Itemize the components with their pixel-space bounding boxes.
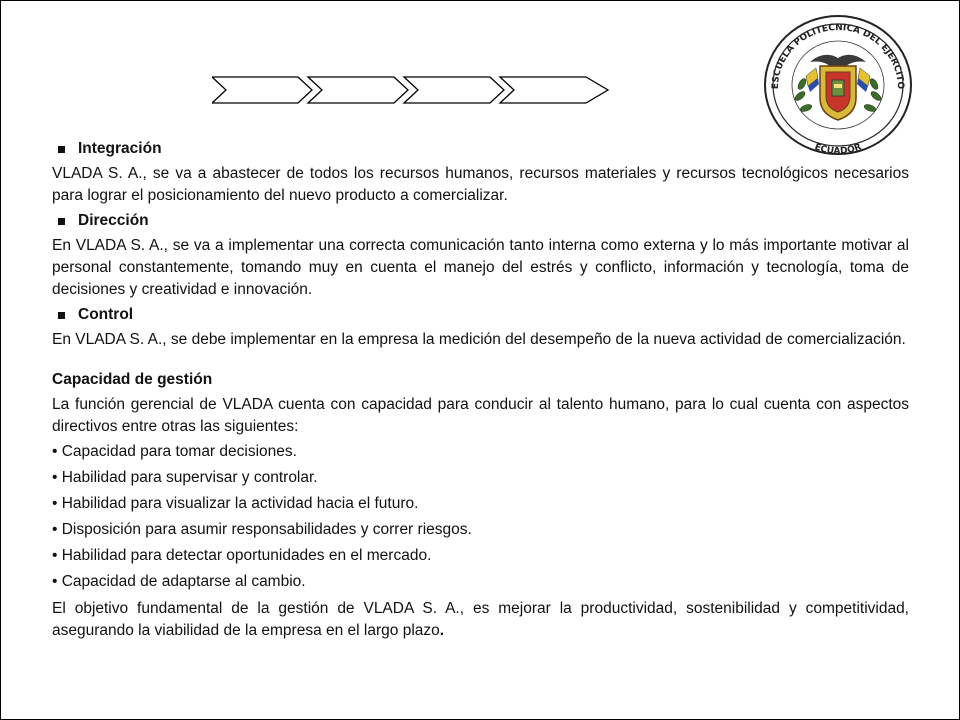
section-heading-direccion <box>58 209 909 233</box>
slide-content <box>52 137 909 642</box>
list-item: • Habilidad para supervisar y controlar. <box>52 469 318 486</box>
heading-label: Dirección <box>78 212 149 229</box>
capacity-title: Capacidad de gestión <box>52 371 213 388</box>
capacity-intro: La función gerencial de VLADA cuenta con capacidad para conducir al talento humano, para lo cual cuenta con aspectos directivos entre otras las siguientes: <box>52 396 909 435</box>
seal-top-text: ESCUELA POLITECNICA DEL EJERCITO <box>770 22 906 90</box>
section-heading-integracion <box>58 137 909 161</box>
paragraph-control: En VLADA S. A., se debe implementar en la empresa la medición del desempeño de la nueva actividad de comercialización. <box>52 331 906 348</box>
list-item: • Capacidad para tomar decisiones. <box>52 443 297 460</box>
square-bullet-icon <box>58 146 65 153</box>
chevron-arrow-4 <box>500 77 608 103</box>
heading-label: Control <box>78 306 134 323</box>
list-item: • Habilidad para detectar oportunidades en el mercado. <box>52 547 432 564</box>
process-chevrons <box>212 76 617 104</box>
chevron-arrow-2 <box>308 77 408 103</box>
closing-text: El objetivo fundamental de la gestión de VLADA S. A., es mejorar la productividad, sostenibilidad y competitividad, asegurando la viabilidad de la empresa en el largo plazo <box>52 600 909 639</box>
closing-paragraph <box>52 598 909 642</box>
closing-period: . <box>439 622 445 639</box>
list-item: • Capacidad de adaptarse al cambio. <box>52 573 306 590</box>
seal-bottom-text: ECUADOR <box>813 142 863 156</box>
institution-seal <box>762 14 914 156</box>
square-bullet-icon <box>58 218 65 225</box>
chevron-arrow-3 <box>404 77 504 103</box>
paragraph-direccion: En VLADA S. A., se va a implementar una correcta comunicación tanto interna como externa y lo más importante motivar al personal constantemente, tomando muy en cuenta el manejo del estrés y conflicto, información y tecnología, toma de decisiones y creatividad e innovación. <box>52 237 909 298</box>
section-heading-control <box>58 303 909 327</box>
paragraph-integracion: VLADA S. A., se va a abastecer de todos los recursos humanos, recursos materiales y recursos tecnológicos necesarios para lograr el posicionamiento del nuevo producto a comercializar. <box>52 165 909 204</box>
heading-label: Integración <box>78 140 162 157</box>
list-item: • Disposición para asumir responsabilidades y correr riesgos. <box>52 521 472 538</box>
square-bullet-icon <box>58 312 65 319</box>
list-item: • Habilidad para visualizar la actividad hacia el futuro. <box>52 495 419 512</box>
chevron-arrow-1 <box>212 77 312 103</box>
